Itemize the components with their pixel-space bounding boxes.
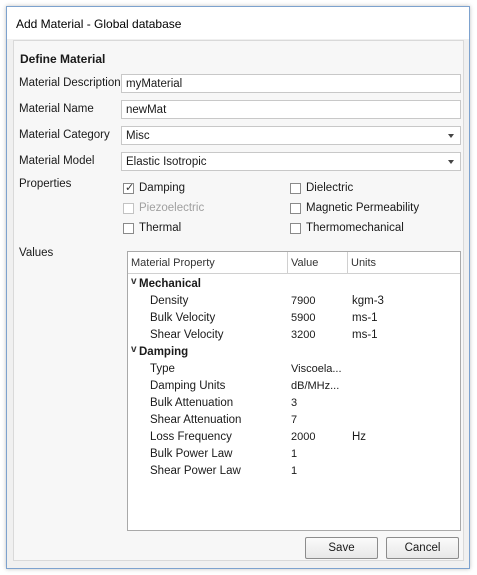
tree-row[interactable] <box>128 378 460 395</box>
checkbox-label: Thermal <box>139 222 182 234</box>
chevron-down-icon[interactable]: v <box>131 344 137 355</box>
title-bar[interactable] <box>7 7 469 39</box>
checkbox-label: Thermomechanical <box>306 222 404 234</box>
model-label: Material Model <box>19 155 95 167</box>
tree-row[interactable] <box>128 446 460 463</box>
tree-row[interactable] <box>128 327 460 344</box>
category-label: Material Category <box>19 129 110 141</box>
checkbox-label: Damping <box>139 182 186 194</box>
window-title: Add Material - Global database <box>16 17 182 31</box>
checkbox-piezoelectric <box>123 202 204 214</box>
property-units: ms-1 <box>352 312 378 324</box>
tree-row[interactable] <box>128 310 460 327</box>
property-name: Density <box>150 295 189 307</box>
property-name: Shear Power Law <box>150 465 241 477</box>
name-input[interactable]: newMat <box>121 100 461 119</box>
checkbox-box[interactable] <box>290 183 301 194</box>
property-value[interactable]: 5900 <box>291 312 316 324</box>
save-button[interactable]: Save <box>305 537 378 559</box>
model-select-value: Elastic Isotropic <box>126 156 207 168</box>
description-label: Material Description <box>19 77 121 89</box>
property-name: Loss Frequency <box>150 431 232 443</box>
checkbox-damping[interactable] <box>123 182 185 194</box>
checkbox-label: Piezoelectric <box>139 202 205 214</box>
checkbox-dielectric[interactable] <box>290 182 353 194</box>
checkbox-box[interactable] <box>290 223 301 234</box>
property-value[interactable]: 3200 <box>291 329 316 341</box>
checkbox-box[interactable] <box>123 183 134 194</box>
property-value[interactable]: 1 <box>291 465 298 477</box>
description-input[interactable]: myMaterial <box>121 74 461 93</box>
chevron-down-icon[interactable]: v <box>131 276 137 287</box>
tree-group-label: Damping <box>139 346 189 358</box>
property-name: Shear Attenuation <box>150 414 242 426</box>
checkbox-label: Dielectric <box>306 182 354 194</box>
name-label: Material Name <box>19 103 94 115</box>
property-value[interactable]: 3 <box>291 397 298 409</box>
column-header-value[interactable]: Value <box>288 252 348 274</box>
property-units: ms-1 <box>352 329 378 341</box>
category-select-value: Misc <box>126 130 150 142</box>
property-name: Bulk Velocity <box>150 312 216 324</box>
property-value[interactable]: 7900 <box>291 295 316 307</box>
tree-row[interactable] <box>128 361 460 378</box>
section-heading: Define Material <box>20 52 106 66</box>
column-header-property[interactable]: Material Property <box>128 252 288 274</box>
property-units: kgm-3 <box>352 295 384 307</box>
checkbox-thermomechanical[interactable] <box>290 222 404 234</box>
property-value[interactable]: Viscoela... <box>291 363 342 375</box>
model-select[interactable] <box>121 152 461 171</box>
property-value[interactable]: 7 <box>291 414 298 426</box>
tree-row[interactable] <box>128 429 460 446</box>
category-select[interactable] <box>121 126 461 145</box>
dialog-body <box>13 40 464 561</box>
checkbox-magnetic-permeability[interactable] <box>290 202 419 214</box>
properties-label: Properties <box>19 178 72 190</box>
property-name: Shear Velocity <box>150 329 224 341</box>
property-value[interactable]: 2000 <box>291 431 316 443</box>
tree-row[interactable] <box>128 293 460 310</box>
property-value[interactable]: 1 <box>291 448 298 460</box>
column-header-units[interactable]: Units <box>348 252 460 274</box>
checkbox-thermal[interactable] <box>123 222 181 234</box>
property-name: Bulk Power Law <box>150 448 233 460</box>
property-name: Damping Units <box>150 380 226 392</box>
values-label: Values <box>19 247 54 259</box>
checkbox-box[interactable] <box>290 203 301 214</box>
chevron-down-icon <box>448 160 454 164</box>
checkbox-label: Magnetic Permeability <box>306 202 420 214</box>
add-material-dialog <box>6 6 470 569</box>
tree-row[interactable] <box>128 463 460 480</box>
tree-group-label: Mechanical <box>139 278 201 290</box>
checkbox-box <box>123 203 134 214</box>
check-mark-icon: ✓ <box>125 181 135 194</box>
material-property-tree[interactable] <box>127 251 461 531</box>
tree-row[interactable] <box>128 412 460 429</box>
property-units: Hz <box>352 431 367 443</box>
property-name: Bulk Attenuation <box>150 397 234 409</box>
property-value[interactable]: dB/MHz... <box>291 380 340 392</box>
chevron-down-icon <box>448 134 454 138</box>
checkbox-box[interactable] <box>123 223 134 234</box>
property-name: Type <box>150 363 175 375</box>
tree-row[interactable] <box>128 395 460 412</box>
cancel-button[interactable]: Cancel <box>386 537 459 559</box>
